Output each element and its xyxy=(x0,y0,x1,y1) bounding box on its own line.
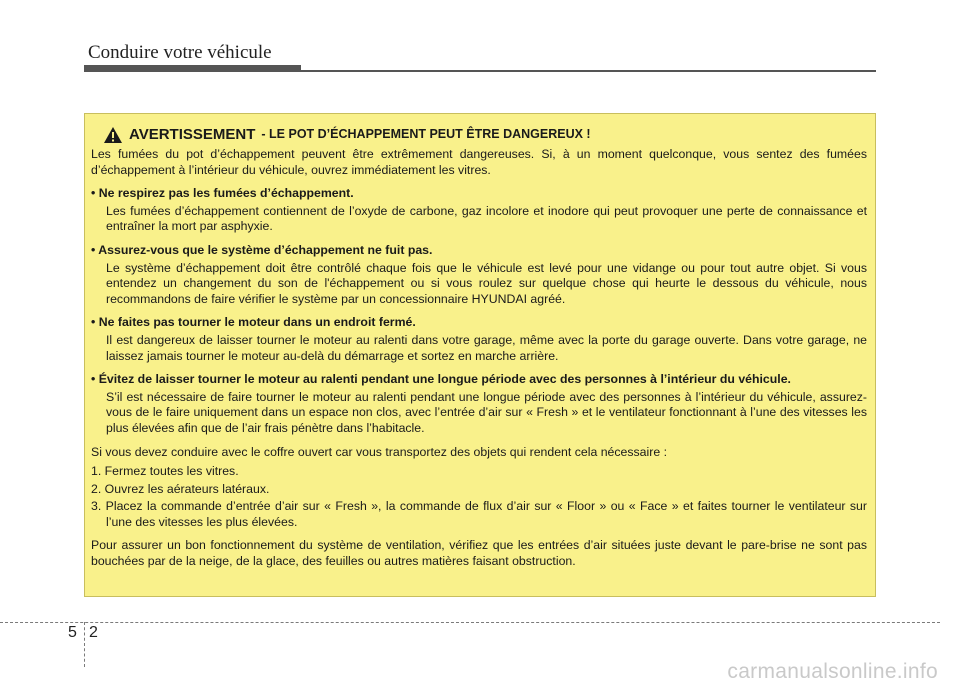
warning-triangle-icon xyxy=(103,126,123,144)
bullet-heading: • Ne respirez pas les fumées d’échappement. xyxy=(91,186,354,201)
page-chapter-number: 5 xyxy=(68,624,77,641)
bullet-heading: • Ne faites pas tourner le moteur dans un endroit fermé. xyxy=(91,315,416,330)
closing-paragraph: Pour assurer un bon fonctionnement du système de ventilation, vérifiez que les entrées d’air situées juste devant le pare-brise ne sont pas bouchées par de la neige, de la glace, des feuilles ou autres matières faisant obstruction. xyxy=(91,538,867,569)
bullet-body: Les fumées d’échappement contiennent de l’oxyde de carbone, gaz incolore et inodore qui peut provoquer une perte de connaissance et entraîner la mort par asphyxie. xyxy=(106,203,867,234)
bullet-body: Il est dangereux de laisser tourner le moteur au ralenti dans votre garage, même avec la porte du garage ouverte. Dans votre garage, ne laissez jamais tourner le moteur au-delà du démarrage et sortez en marche arrière. xyxy=(106,332,867,363)
page-header-title: Conduire votre véhicule xyxy=(88,42,272,63)
list-item: 2. Ouvrez les aérateurs latéraux. xyxy=(91,481,270,496)
page-number: 2 xyxy=(89,624,98,641)
warning-heading xyxy=(103,126,867,144)
footer-rule xyxy=(0,622,940,623)
bullet-body: S’il est nécessaire de faire tourner le moteur au ralenti pendant une longue période avec des personnes à l’intérieur du véhicule, assurez-vous de le faire uniquement dans un espace non clos, avec l’entrée d’air sur « Fresh » et le ventilateur fonctionnant à l’une des vitesses les plus élevées afin que de l’air frais pénètre dans l’habitacle. xyxy=(106,389,867,435)
warning-box xyxy=(84,113,876,597)
list-item: 1. Fermez toutes les vitres. xyxy=(91,464,239,479)
warning-intro: Les fumées du pot d’échappement peuvent être extrêmement dangereuses. Si, à un moment quelconque, vous sentez des fumées d’échappement à l’intérieur du véhicule, ouvrez immédiatement les vitres. xyxy=(91,147,867,177)
trunk-intro: Si vous devez conduire avec le coffre ouvert car vous transportez des objets qui rendent cela nécessaire : xyxy=(91,444,667,459)
warning-title: AVERTISSEMENT xyxy=(129,126,256,144)
header-rule-thin xyxy=(84,70,876,72)
list-item: 3. Placez la commande d’entrée d’air sur « Fresh », la commande de flux d’air sur « Floor » ou « Face » et faites tourner le ventilateur sur l’une des vitesses les plus élevées. xyxy=(91,499,867,529)
bullet-heading: • Assurez-vous que le système d’échappement ne fuit pas. xyxy=(91,242,433,257)
warning-subtitle: - LE POT D’ÉCHAPPEMENT PEUT ÊTRE DANGEREUX ! xyxy=(261,127,591,142)
watermark: carmanualsonline.info xyxy=(727,660,938,683)
footer-divider xyxy=(84,622,85,667)
bullet-heading: • Évitez de laisser tourner le moteur au ralenti pendant une longue période avec des personnes à l’intérieur du véhicule. xyxy=(91,372,791,387)
bullet-body: Le système d’échappement doit être contrôlé chaque fois que le véhicule est levé pour une vidange ou pour tout autre objet. Si vous entendez un changement du son de l'échappement ou si vous roulez sur quelque chose qui heurte le dessous du véhicule, nous recommandons de faire vérifier le système par un concessionnaire HYUNDAI agréé. xyxy=(106,260,867,306)
